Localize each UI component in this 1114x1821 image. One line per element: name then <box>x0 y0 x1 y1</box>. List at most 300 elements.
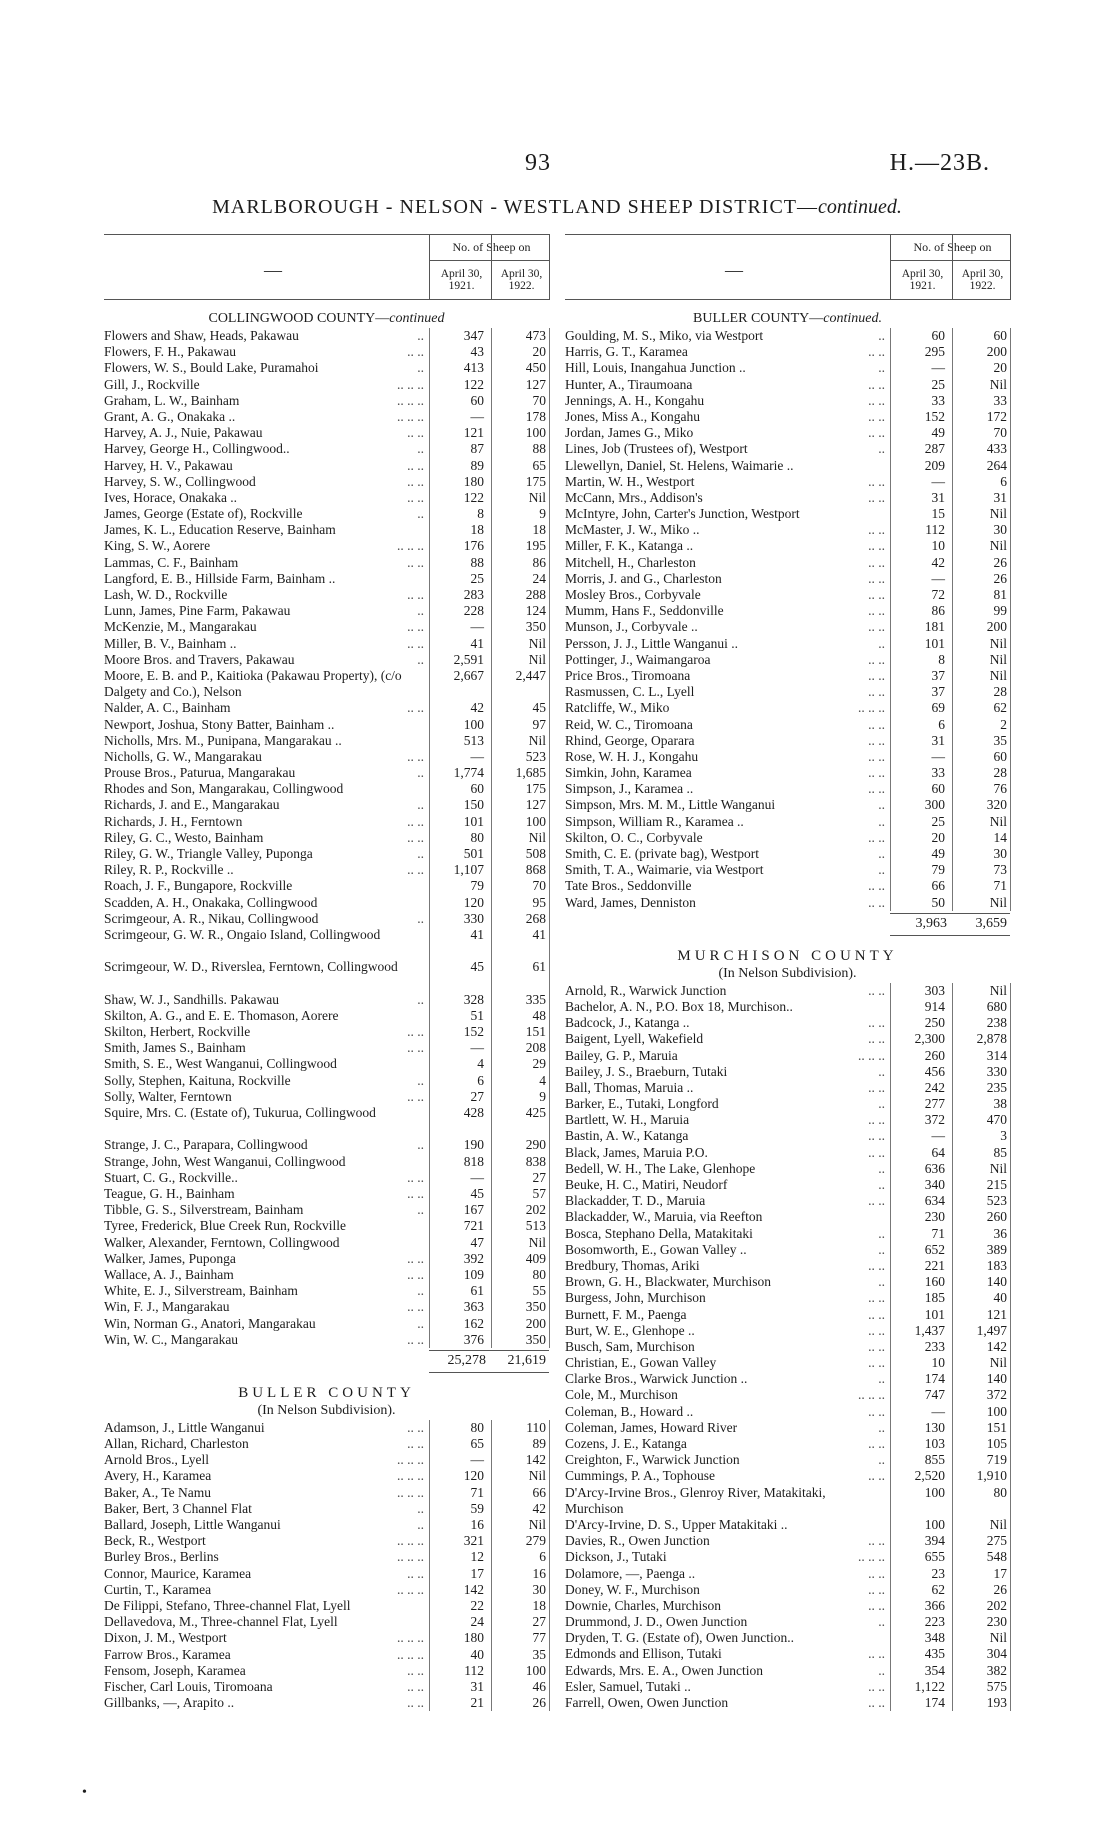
sheep-count-1922: 6 <box>1000 473 1007 489</box>
table-row <box>104 1533 549 1549</box>
table-row <box>104 441 549 457</box>
sheep-count-1922: Nil <box>528 732 546 748</box>
table-row <box>565 862 1010 878</box>
leader-dots: .. <box>878 328 885 343</box>
table-row <box>104 1283 549 1299</box>
owner-name: Baker, Bert, 3 Channel Flat <box>104 1500 252 1516</box>
sheep-count-1922: 202 <box>525 1202 546 1218</box>
sheep-count-1921: 100 <box>924 1484 945 1500</box>
leader-dots: .. .. <box>868 716 885 732</box>
leader-dots: .. .. <box>868 587 885 602</box>
sheep-count-1921: 101 <box>924 635 945 651</box>
sheep-count-1922: 238 <box>986 1015 1007 1031</box>
leader-dots: .. .. .. <box>858 1387 885 1403</box>
leader-dots: .. .. <box>407 1040 424 1056</box>
owner-name: Ives, Horace, Onakaka .. <box>104 489 238 505</box>
sheep-count-1922: 2,447 <box>515 667 546 683</box>
leader-dots: .. .. <box>868 1695 885 1711</box>
right-column <box>565 234 1010 1711</box>
leader-dots: .. <box>417 441 424 457</box>
table-row <box>104 1056 549 1072</box>
owner-name: Harvey, S. W., Collingwood <box>104 473 256 489</box>
sheep-count-1922: 838 <box>525 1153 546 1169</box>
leader-dots: .. .. <box>407 1266 424 1282</box>
table-row <box>565 1452 1010 1468</box>
owner-name: Tate Bros., Seddonville <box>565 878 692 894</box>
owner-name: Edwards, Mrs. E. A., Owen Junction <box>565 1662 763 1678</box>
sheep-count-1922: 260 <box>986 1209 1007 1225</box>
table-row <box>104 1420 549 1436</box>
leader-dots: .. .. <box>407 473 424 489</box>
county-heading <box>565 310 1010 328</box>
table-row <box>565 1064 1010 1080</box>
sheep-count-1921: 122 <box>463 376 484 392</box>
sheep-count-1922: 1,910 <box>976 1468 1007 1484</box>
sheep-count-1922: Nil <box>989 667 1007 683</box>
sheep-count-1922: 382 <box>986 1662 1007 1678</box>
leader-dots: .. .. <box>868 603 885 619</box>
table-row <box>104 927 549 959</box>
leader-dots: .. <box>417 1283 424 1299</box>
total-top-rule <box>890 913 1010 914</box>
leader-dots: .. .. <box>868 894 885 910</box>
sheep-count-1922: 320 <box>986 797 1007 813</box>
leader-dots: .. .. <box>407 1331 424 1347</box>
sheep-count-1921: 181 <box>924 619 945 635</box>
sheep-count-1921: 120 <box>463 1468 484 1484</box>
table-row <box>565 1015 1010 1031</box>
owner-name: Fischer, Carl Louis, Tiromoana <box>104 1678 273 1694</box>
owner-name: Goulding, M. S., Miko, via Westport <box>565 328 764 343</box>
owner-name: Avery, H., Karamea <box>104 1468 212 1484</box>
header-col-1922-line1: April 30, <box>961 268 1004 280</box>
column-rule <box>549 328 550 1348</box>
leader-dots: .. .. .. <box>397 392 424 408</box>
sheep-count-1922: 30 <box>993 522 1007 538</box>
section-spacer <box>565 937 1010 947</box>
sheep-count-1921: 100 <box>924 1516 945 1532</box>
sheep-count-1922: 140 <box>986 1274 1007 1290</box>
sheep-count-1922: 60 <box>993 748 1007 764</box>
sheep-count-1922: 719 <box>986 1452 1007 1468</box>
leader-dots: .. .. .. <box>858 700 885 716</box>
table-row <box>565 1646 1010 1662</box>
sheep-count-1921: — <box>470 408 484 424</box>
owner-name: Black, James, Maruia P.O. <box>565 1144 708 1160</box>
leader-dots: .. .. <box>868 570 885 586</box>
leader-dots: .. .. <box>407 862 424 878</box>
sheep-count-1922: 97 <box>532 716 546 732</box>
sheep-count-1922: 508 <box>525 846 546 862</box>
table-row <box>565 1290 1010 1306</box>
leader-dots: .. <box>417 1137 424 1153</box>
sheep-count-1921: 330 <box>463 910 484 926</box>
owner-name: Harvey, George H., Collingwood.. <box>104 441 290 457</box>
sheep-count-1921: 109 <box>463 1266 484 1282</box>
table-row <box>104 1614 549 1630</box>
owner-name: White, E. J., Silverstream, Bainham <box>104 1283 298 1299</box>
leader-dots: .. <box>878 1177 885 1192</box>
county-section <box>104 1374 549 1711</box>
leader-dots: .. <box>878 360 885 376</box>
owner-name: Arnold, R., Warwick Junction <box>565 982 727 998</box>
sheep-count-1922: 4 <box>539 1072 546 1088</box>
sheep-count-1921: 160 <box>924 1274 945 1290</box>
table-row <box>104 1501 549 1517</box>
sheep-count-1922: 105 <box>986 1436 1007 1451</box>
owner-name: Morris, J. and G., Charleston <box>565 570 722 586</box>
sheep-count-1921: 18 <box>470 522 484 538</box>
leader-dots: .. <box>417 506 424 522</box>
header-col-1921-line2: 1921. <box>448 280 475 292</box>
sheep-count-1921: 2,300 <box>914 1031 945 1047</box>
sheep-count-1922: 29 <box>532 1056 546 1072</box>
table-row <box>565 814 1010 830</box>
table-row <box>565 1566 1010 1582</box>
leader-dots: .. <box>417 603 424 619</box>
table-row <box>565 1339 1010 1355</box>
sheep-count-1922: 127 <box>525 376 546 392</box>
owner-name: Scrimgeour, G. W. R., Ongaio Island, Collingwood <box>104 926 381 942</box>
leader-dots: .. .. <box>868 1112 885 1128</box>
sheep-count-1921: 45 <box>470 1186 484 1201</box>
owner-name: Clarke Bros., Warwick Junction .. <box>565 1371 748 1387</box>
sheep-count-1921: 71 <box>931 1225 945 1241</box>
sheep-count-1921: 25 <box>931 376 945 392</box>
owner-name: Edmonds and Ellison, Tutaki <box>565 1646 722 1662</box>
sheep-count-1922: 178 <box>525 408 546 424</box>
table-row <box>104 538 549 554</box>
sheep-count-1922: 17 <box>993 1565 1007 1581</box>
sheep-count-1922: 81 <box>993 587 1007 602</box>
sheep-count-1921: 150 <box>463 797 484 813</box>
table-row <box>565 797 1010 813</box>
sheep-count-1922: 31 <box>993 489 1007 505</box>
sheep-count-1921: 652 <box>924 1241 945 1257</box>
sheep-count-1921: 37 <box>931 667 945 683</box>
sheep-count-1921: 20 <box>931 829 945 845</box>
sheep-count-1921: 8 <box>938 651 945 667</box>
owner-name: Cole, M., Murchison <box>565 1387 678 1403</box>
owner-name: Moore Bros. and Travers, Pakawau <box>104 651 295 667</box>
table-row <box>104 490 549 506</box>
owner-name: Creighton, F., Warwick Junction <box>565 1452 740 1468</box>
leader-dots: .. .. <box>868 1436 885 1451</box>
sheep-count-1921: 223 <box>924 1614 945 1630</box>
leader-dots: .. .. <box>868 1079 885 1095</box>
sheep-count-1921: 347 <box>463 328 484 343</box>
leader-dots: .. <box>417 1517 424 1532</box>
owner-name: Nicholls, G. W., Mangarakau <box>104 748 262 764</box>
sheep-count-1921: — <box>931 1128 945 1144</box>
sheep-count-1921: 655 <box>924 1549 945 1565</box>
table-row <box>104 878 549 894</box>
sheep-count-1921: 6 <box>938 716 945 732</box>
table-row <box>565 652 1010 668</box>
sheep-count-1922: 127 <box>525 797 546 813</box>
leader-dots: .. .. <box>868 538 885 554</box>
sheep-count-1921: 242 <box>924 1079 945 1095</box>
owner-name: De Filippi, Stefano, Three-channel Flat, Lyell <box>104 1597 351 1613</box>
sheep-count-1922: 195 <box>525 538 546 554</box>
owner-name: Shaw, W. J., Sandhills. Pakawau <box>104 991 279 1007</box>
table-row <box>565 619 1010 635</box>
leader-dots: .. .. <box>868 1533 885 1549</box>
table-row <box>104 862 549 878</box>
leader-dots: .. .. <box>868 619 885 635</box>
table-row <box>104 1073 549 1089</box>
leader-dots: .. <box>878 1225 885 1241</box>
sheep-count-1921: 40 <box>470 1646 484 1662</box>
table-row <box>104 1218 549 1234</box>
sheep-count-1922: 175 <box>525 781 546 797</box>
sheep-count-1922: 335 <box>525 991 546 1007</box>
owner-name: Jordan, James G., Miko <box>565 425 694 441</box>
owner-name: Bailey, J. S., Braeburn, Tutaki <box>565 1063 728 1079</box>
owner-name: Curtin, T., Karamea <box>104 1581 212 1597</box>
total-1922: 21,619 <box>507 1352 546 1368</box>
owner-name: Doney, W. F., Murchison <box>565 1581 700 1597</box>
leader-dots: .. .. <box>868 829 885 845</box>
owner-name: Skilton, Herbert, Rockville <box>104 1024 251 1040</box>
leader-dots: .. .. <box>407 1695 424 1711</box>
sheep-count-1922: 200 <box>525 1315 546 1331</box>
sheep-count-1922: 62 <box>993 700 1007 716</box>
sheep-count-1921: — <box>931 1403 945 1419</box>
owner-name: Davies, R., Owen Junction <box>565 1533 710 1549</box>
leader-dots: .. <box>878 1452 885 1468</box>
sheep-count-1921: 33 <box>931 765 945 781</box>
sheep-count-1922: Nil <box>528 1468 546 1484</box>
sheep-count-1921: 513 <box>463 732 484 748</box>
table-row <box>565 1355 1010 1371</box>
table-row <box>565 700 1010 716</box>
header-col-1921-line1: April 30, <box>440 268 483 280</box>
sheep-count-1922: 200 <box>986 619 1007 635</box>
owner-name: Mitchell, H., Charleston <box>565 554 696 570</box>
owner-name: Nicholls, Mrs. M., Punipana, Mangarakau .. <box>104 732 342 748</box>
header-dash: — <box>725 260 743 280</box>
owner-name: Grant, A. G., Onakaka .. <box>104 408 236 424</box>
leader-dots: .. .. <box>868 1128 885 1144</box>
sheep-count-1922: 55 <box>532 1283 546 1299</box>
sheep-count-1921: — <box>931 570 945 586</box>
table-row <box>104 1089 549 1105</box>
sheep-count-1921: 69 <box>931 700 945 716</box>
sheep-count-1922: 290 <box>525 1137 546 1153</box>
leader-dots: .. .. <box>407 1088 424 1104</box>
table-row <box>104 1299 549 1315</box>
sheep-count-1922: 26 <box>532 1695 546 1711</box>
owner-name: Harvey, A. J., Nuie, Pakawau <box>104 425 263 441</box>
owner-name: Rhodes and Son, Mangarakau, Collingwood <box>104 781 344 797</box>
leader-dots: .. .. <box>868 651 885 667</box>
table-row <box>565 393 1010 409</box>
total-top-rule <box>429 1350 549 1351</box>
sheep-count-1922: 14 <box>993 829 1007 845</box>
header-group-rule <box>890 260 1010 261</box>
county-subheading: (In Nelson Subdivision). <box>718 965 857 981</box>
sheep-count-1921: 260 <box>924 1047 945 1063</box>
owner-name: McCann, Mrs., Addison's <box>565 489 703 505</box>
table-row <box>565 490 1010 506</box>
sheep-count-1922: 35 <box>532 1646 546 1662</box>
header-col-1922 <box>955 268 1010 292</box>
header-column-rule <box>549 234 550 300</box>
owner-name: Farrow Bros., Karamea <box>104 1646 231 1662</box>
entries-list <box>565 328 1010 911</box>
owner-name: Wallace, A. J., Bainham <box>104 1266 234 1282</box>
table-row <box>565 458 1010 474</box>
table-row <box>565 1145 1010 1161</box>
owner-name: Nalder, A. C., Bainham <box>104 700 231 716</box>
county-heading-text: MURCHISON COUNTY <box>677 947 898 964</box>
leader-dots: .. .. <box>868 1581 885 1597</box>
county-heading-text: BULLER COUNTY <box>238 1384 415 1401</box>
leader-dots: .. <box>878 1063 885 1079</box>
sheep-count-1922: Nil <box>528 489 546 505</box>
leader-dots: .. .. <box>407 1024 424 1040</box>
sheep-count-1921: — <box>931 748 945 764</box>
sheep-count-1921: 209 <box>924 457 945 473</box>
owner-name: Walker, Alexander, Ferntown, Collingwood <box>104 1234 340 1250</box>
sheep-count-1922: 172 <box>986 408 1007 424</box>
sheep-count-1921: 60 <box>931 328 945 343</box>
sheep-count-1922: Nil <box>989 813 1007 829</box>
table-row <box>565 571 1010 587</box>
county-heading-text: BULLER COUNTY— <box>693 311 824 326</box>
leader-dots: .. .. <box>407 1565 424 1581</box>
leader-dots: .. <box>878 797 885 813</box>
sheep-count-1921: 80 <box>470 1419 484 1435</box>
owner-name: Win, Norman G., Anatori, Mangarakau <box>104 1315 316 1331</box>
header-col-1922-line1: April 30, <box>500 268 543 280</box>
leader-dots: .. .. <box>868 1678 885 1694</box>
sheep-count-1921: 1,437 <box>914 1322 945 1338</box>
sheep-count-1921: 456 <box>924 1063 945 1079</box>
leader-dots: .. .. <box>407 1169 424 1185</box>
header-col-1921 <box>895 268 950 292</box>
leader-dots: .. .. .. <box>858 1047 885 1063</box>
table-row <box>104 749 549 765</box>
column-rule <box>549 1420 550 1711</box>
sheep-count-1921: 10 <box>931 1355 945 1371</box>
sheep-count-1921: 818 <box>463 1153 484 1169</box>
leader-dots: .. .. <box>868 489 885 505</box>
owner-name: Allan, Richard, Charleston <box>104 1436 249 1452</box>
sheep-count-1921: 721 <box>463 1218 484 1234</box>
table-row <box>104 1517 549 1533</box>
sheep-count-1921: 303 <box>924 982 945 998</box>
sheep-count-1922: 142 <box>986 1338 1007 1354</box>
table-row <box>104 814 549 830</box>
table-row <box>104 555 549 571</box>
county-section <box>565 300 1010 937</box>
leader-dots: .. .. <box>407 1678 424 1694</box>
table-row <box>104 1105 549 1137</box>
county-heading-continued: continued <box>389 311 445 326</box>
header-top-rule <box>565 234 1010 235</box>
section-spacer <box>104 1374 549 1384</box>
sheep-count-1921: 10 <box>931 538 945 554</box>
sheep-count-1921: 112 <box>464 1662 484 1678</box>
leader-dots: .. .. <box>407 635 424 651</box>
sheep-count-1922: 425 <box>525 1105 546 1121</box>
sheep-count-1922: 46 <box>532 1678 546 1694</box>
table-row <box>565 587 1010 603</box>
owner-name: Price Bros., Tiromoana <box>565 667 691 683</box>
section-spacer <box>104 300 549 310</box>
owner-name: Teague, G. H., Bainham <box>104 1186 235 1201</box>
owner-name: Lammas, C. F., Bainham <box>104 554 239 570</box>
sheep-count-1922: 202 <box>986 1597 1007 1613</box>
sheep-count-1922: 30 <box>532 1581 546 1597</box>
sheep-count-1921: 31 <box>470 1678 484 1694</box>
table-row <box>565 878 1010 894</box>
table-row <box>104 425 549 441</box>
sheep-count-1921: 2,667 <box>453 667 484 683</box>
header-column-rule <box>1010 234 1011 300</box>
sheep-count-1921: 277 <box>924 1096 945 1112</box>
owner-name: Burgess, John, Murchison <box>565 1290 706 1306</box>
table-row <box>104 474 549 490</box>
leader-dots: .. .. .. <box>397 408 424 424</box>
sheep-count-1921: 12 <box>470 1549 484 1565</box>
sheep-count-1921: 23 <box>931 1565 945 1581</box>
owner-name: Connor, Maurice, Karamea <box>104 1565 252 1581</box>
owner-name: Jones, Miss A., Kongahu <box>565 408 701 424</box>
sheep-count-1922: 183 <box>986 1257 1007 1273</box>
table-row <box>104 1468 549 1484</box>
table-row <box>104 636 549 652</box>
column-rule <box>890 983 891 1711</box>
sheep-count-1921: — <box>470 619 484 635</box>
sheep-count-1921: 413 <box>463 360 484 376</box>
sheep-count-1921: 363 <box>463 1299 484 1315</box>
leader-dots: .. .. <box>868 1355 885 1371</box>
owner-name: Simkin, John, Karamea <box>565 765 692 781</box>
leader-dots: .. <box>417 765 424 781</box>
sheep-count-1922: Nil <box>989 1630 1007 1646</box>
owner-name: Smith, C. E. (private bag), Westport <box>565 846 760 861</box>
sheep-count-1921: 634 <box>924 1193 945 1209</box>
table-row <box>565 1177 1010 1193</box>
owner-name: Dryden, T. G. (Estate of), Owen Junction.. <box>565 1630 794 1646</box>
sheep-count-1921: 354 <box>924 1662 945 1678</box>
sheep-count-1921: 167 <box>463 1202 484 1218</box>
sheep-count-1921: 1,122 <box>914 1678 945 1694</box>
owner-name: Bosomworth, E., Gowan Valley .. <box>565 1241 747 1257</box>
sheep-count-1921: 180 <box>463 1630 484 1646</box>
leader-dots: .. .. <box>868 982 885 998</box>
leader-dots: .. .. <box>868 1031 885 1047</box>
leader-dots: .. .. <box>868 878 885 894</box>
leader-dots: .. .. <box>407 1299 424 1315</box>
leader-dots: .. .. .. <box>858 1549 885 1565</box>
sheep-count-1921: 328 <box>463 991 484 1007</box>
header-dash: — <box>264 260 282 280</box>
sheep-count-1921: 43 <box>470 344 484 360</box>
owner-name: Blackadder, T. D., Maruia <box>565 1193 706 1209</box>
table-row <box>104 830 549 846</box>
owner-name: McIntyre, John, Carter's Junction, Westport <box>565 506 800 522</box>
sheep-count-1921: 435 <box>924 1646 945 1662</box>
leader-dots: .. .. <box>868 1597 885 1613</box>
sheep-count-1922: 26 <box>993 570 1007 586</box>
table-row <box>565 765 1010 781</box>
owner-name: Burley Bros., Berlins <box>104 1549 219 1565</box>
table-row <box>565 1031 1010 1047</box>
